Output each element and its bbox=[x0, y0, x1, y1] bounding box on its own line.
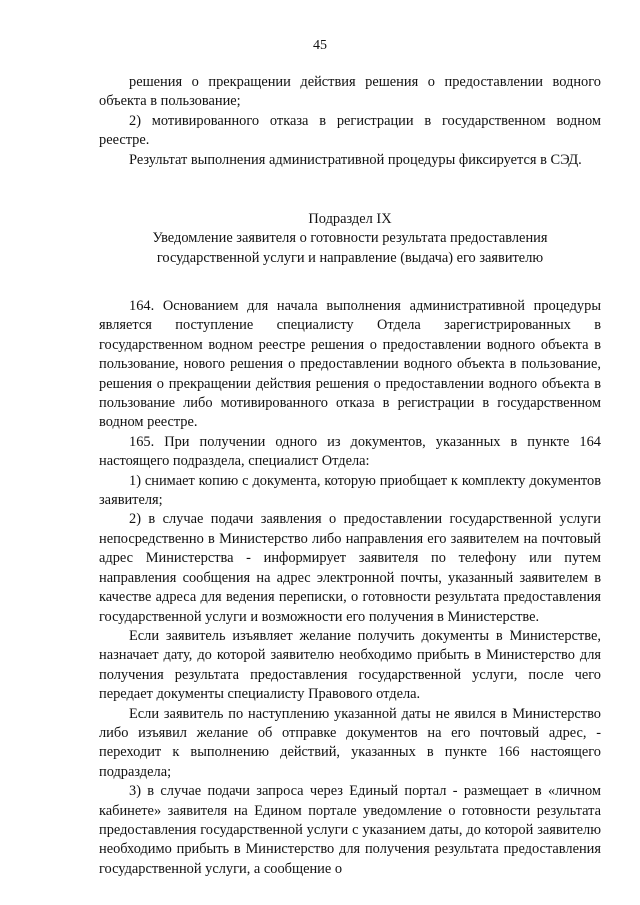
section-label: Подраздел IX bbox=[308, 211, 392, 227]
section-title-line: Уведомление заявителя о готовности результата предоставления bbox=[152, 230, 548, 247]
main-text-block bbox=[99, 297, 601, 879]
paragraph: 3) в случае подачи запроса через Единый портал - размещает в «личном кабинете» заявителя на Едином портале уведомление о готовности результата предоставления государственной услуги с указанием даты, до которой заявителю необходимо прибыть в Министерство для получения результата предоставления государственной услуги, а сообщение о bbox=[99, 783, 601, 877]
section-heading bbox=[99, 210, 601, 268]
paragraph: Если заявитель по наступлению указанной даты не явился в Министерство либо изъявил желание об отправке документов на его почтовый адрес, - переходит к выполнению действий, указанных в пункте 166 настоящего подраздела; bbox=[99, 705, 601, 780]
section-title-line: государственной услуги и направление (выдача) его заявителю bbox=[156, 249, 544, 266]
paragraph: 1) снимает копию с документа, которую приобщает к комплекту документов заявителя; bbox=[99, 472, 601, 509]
page-number: 45 bbox=[313, 38, 327, 53]
paragraph: 2) в случае подачи заявления о предоставлении государственной услуги непосредственно в Министерство либо направления его заявителем на почтовый адрес Министерства - информирует заявителя по телефону или путем направления сообщения на адрес электронной почты, указанный заявителем в качестве адреса для ведения переписки, о готовности результата предоставления государственной услуги и возможности его получения в Министерстве. bbox=[99, 511, 601, 625]
top-text-block bbox=[99, 73, 601, 170]
paragraph: 165. При получении одного из документов, указанных в пункте 164 настоящего подраздела, специалист Отдела: bbox=[99, 433, 601, 470]
paragraph: Результат выполнения административной процедуры фиксируется в СЭД. bbox=[129, 151, 582, 168]
paragraph: 2) мотивированного отказа в регистрации в государственном водном реестре. bbox=[99, 112, 601, 149]
paragraph: Если заявитель изъявляет желание получить документы в Министерстве, назначает дату, до которой заявителю необходимо прибыть в Министерство для получения результата предоставления государственной услуги, после чего передает документы специалисту Правового отдела. bbox=[99, 627, 601, 703]
paragraph: 164. Основанием для начала выполнения административной процедуры является поступление специалисту Отдела зарегистрированных в государственном водном реестре решения о предоставлении водного объекта в пользование, нового решения о предоставлении водного объекта в пользование, решения о прекращении действия решения о предоставлении водного объекта в пользование либо мотивированного отказа в регистрации в государственном водном реестре. bbox=[99, 298, 601, 431]
paragraph-continuation: решения о прекращении действия решения о предоставлении водного объекта в пользование; bbox=[99, 74, 601, 110]
